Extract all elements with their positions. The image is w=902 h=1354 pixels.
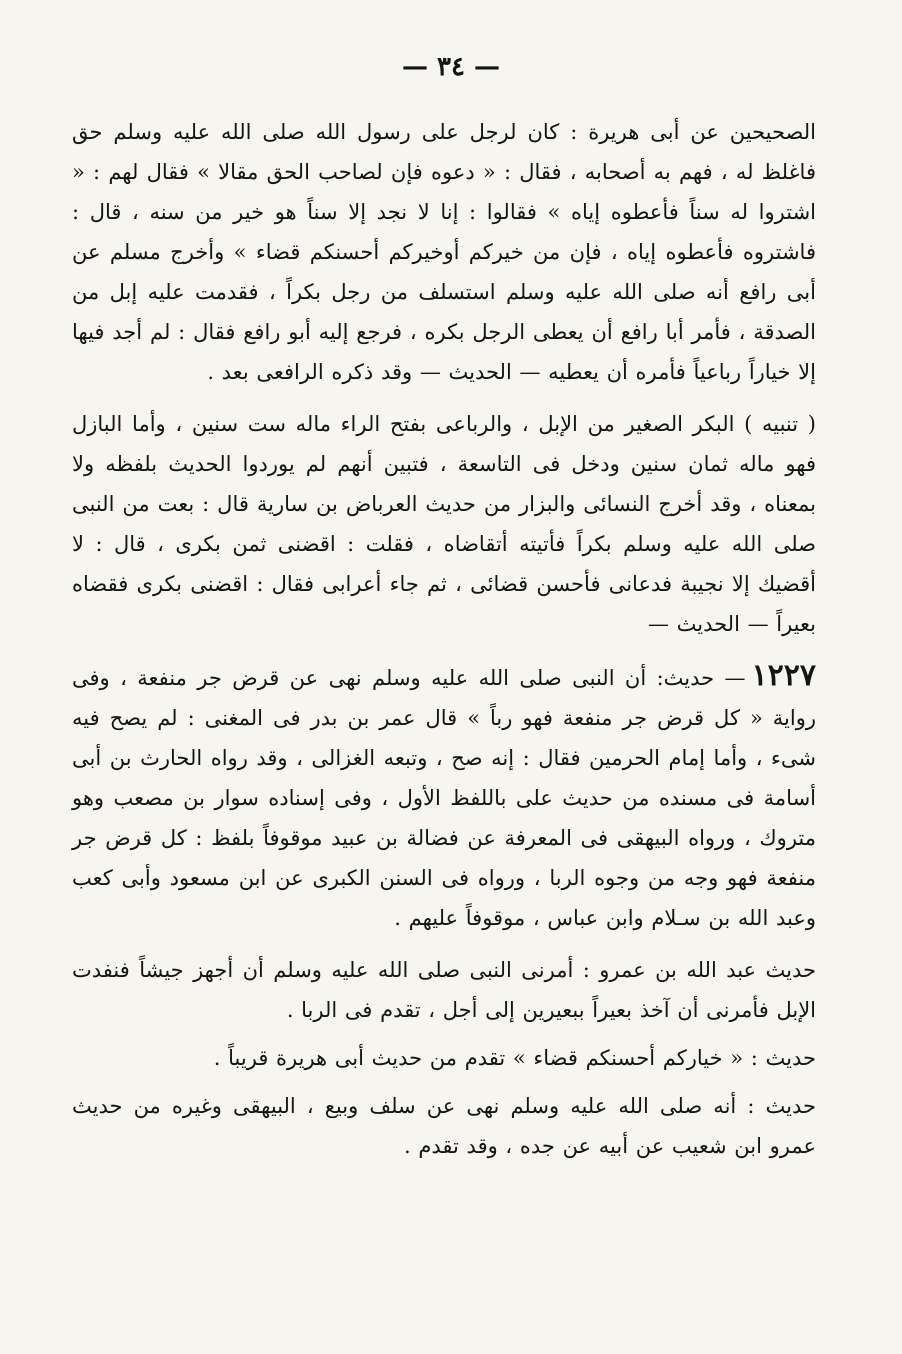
hadith-1227-text: — حديث: أن النبى صلى الله عليه وسلم نهى عن قرض جر منفعة ، وفى رواية « كل قرض جر منفعة فهو رباً » قال عمر بن بدر فى المغنى : لم يصح فيه شىء ، وأما إمام الحرمين فقال : إنه صح ، وتبعه الغزالى ، وقد رواه الحارث بن أبى أسامة فى مسنده من حديث على باللفظ الأول ، وفى إسناده سوار بن مصعب وهو متروك ، ورواه البيهقى فى المعرفة عن فضالة بن عبيد موقوفاً بلفظ : كل قرض جر منفعة فهو وجه من وجوه الربا ، ورواه فى السنن الكبرى عن ابن مسعود وأبى كعب وعبد الله بن سـلام وابن عباس ، موقوفاً عليهم . [72,666,816,930]
hadith-number: ١٢٢٧ [751,658,816,693]
paragraph-hadith-khiyarukum: حديث : « خياركم أحسنكم قضاء » تقدم من حديث أبى هريرة قريباً . [213,1046,816,1070]
paragraph-hadith-salaf-wa-bay: حديث : أنه صلى الله عليه وسلم نهى عن سلف وبيع ، البيهقى وغيره من حديث عمرو ابن شعيب عن أبيه عن جده ، وقد تقدم . [72,1094,816,1158]
paragraph-tanbih-note: ( تنبيه ) البكر الصغير من الإبل ، والرباعى بفتح الراء ماله ست سنين ، وأما البازل فهو ماله ثمان سنين ودخل فى التاسعة ، فتبين أنهم لم يوردوا الحديث بلفظه ولا بمعناه ، وقد أخرج النسائى والبزار من حديث العرباض بن سارية قال : بعت من النبى صلى الله عليه وسلم بكراً فأتيته أتقاضاه ، فقلت : اقضنى ثمن بكرى ، قال : لا أقضيك إلا نجيبة فدعانى فأحسن قضائى ، ثم جاء أعرابى فقال : اقضنى بكرى فقضاه بعيراً — الحديث — [72,412,816,636]
paragraph-hadith-1227 [72,656,816,938]
page-content [72,112,816,1166]
paragraph-hadith-abu-hurayra: الصحيحين عن أبى هريرة : كان لرجل على رسول الله صلى الله عليه وسلم حق فاغلظ له ، فهم به أصحابه ، فقال : « دعوه فإن لصاحب الحق مقالا » فقال لهم : « اشتروا له سناً فأعطوه إياه » فقالوا : إنا لا نجد إلا سناً هو خير من سنه ، قال : فاشتروه فأعطوه إياه ، فإن من خيركم أوخيركم أحسنكم قضاء » وأخرج مسلم عن أبى رافع أنه صلى الله عليه وسلم استسلف من رجل بكراً ، فقدمت عليه إبل من الصدقة ، فأمر أبا رافع أن يعطى الرجل بكره ، فرجع إليه أبو رافع فقال : لم أجد فيها إلا خياراً رباعياً فأمره أن يعطيه — الحديث — وقد ذكره الرافعى بعد . [72,120,816,384]
paragraph-hadith-abdullah-ibn-amr: حديث عبد الله بن عمرو : أمرنى النبى صلى الله عليه وسلم أن أجهز جيشاً فنفدت الإبل فأمرنى أن آخذ بعيراً ببعيرين إلى أجل ، تقدم فى الربا . [72,958,816,1022]
page-number: — ٣٤ — [401,52,501,82]
